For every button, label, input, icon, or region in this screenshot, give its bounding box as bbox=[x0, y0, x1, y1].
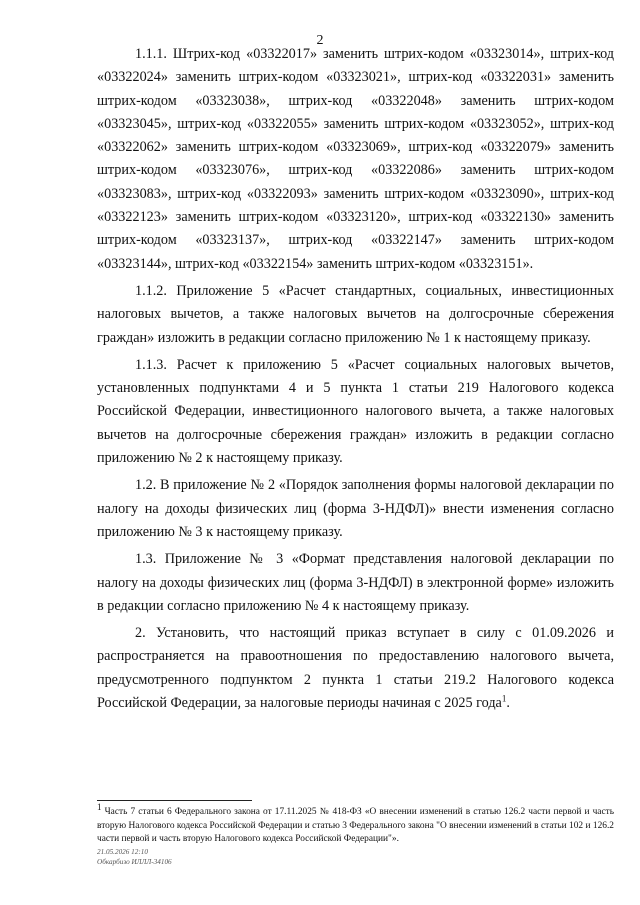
document-stamp bbox=[97, 848, 172, 867]
footnote bbox=[97, 801, 615, 847]
paragraph-2-tail: . bbox=[506, 695, 510, 712]
paragraph-1-1-1: 1.1.1. Штрих-код «03322017» заменить штрих-кодом «03323014», штрих-код «03322024» заменить штрих-кодом «03323021», штрих-код «03322031» заменить штрих-кодом «03323038», штрих-код «03322048» заменить штрих-кодом «03323045», штрих-код «03322055» заменить штрих-кодом «03323052», штрих-код «03322062» заменить штрих-кодом «03323069», штрих-код «03322079» заменить штрих-кодом «03323076», штрих-код «03322086» заменить штрих-кодом «03323083», штрих-код «03322093» заменить штрих-кодом «03323090», штрих-код «03322123» заменить штрих-кодом «03323120», штрих-код «03322130» заменить штрих-кодом «03323137», штрих-код «03322147» заменить штрих-кодом «03323144», штрих-код «03322154» заменить штрих-кодом «03323151». bbox=[97, 46, 614, 272]
footnote-marker: 1 bbox=[97, 801, 102, 812]
page-number: 2 bbox=[316, 33, 324, 48]
footnote-reference: 1 bbox=[501, 693, 507, 704]
paragraph-2-text: 2. Установить, что настоящий приказ вступает в силу с 01.09.2026 и распространяется на правоотношения по предоставлению налогового вычета, предусмотренного подпунктом 2 пункта 1 статьи 219.2 Налогового кодекса Российской Федерации, за налоговые периоды начиная с 2025 года bbox=[97, 625, 614, 712]
paragraph-1-1-3: 1.1.3. Расчет к приложению 5 «Расчет социальных налоговых вычетов, установленных подпунктами 4 и 5 пункта 1 статьи 219 Налогового кодекса Российской Федерации, инвестиционного налогового вычета, а также налоговых вычетов на долгосрочные сбережения граждан» изложить в редакции согласно приложению № 2 к настоящему приказу. bbox=[97, 356, 614, 467]
stamp-code: Обкарбизо ИЛЛЛ-34106 bbox=[97, 857, 172, 866]
paragraph-2 bbox=[97, 622, 614, 715]
stamp-datetime: 21.05.2026 12:10 bbox=[97, 848, 148, 856]
footnote-text: Часть 7 статьи 6 Федерального закона от 17.11.2025 № 418-ФЗ «О внесении изменений в статью 126.2 части первой и часть вторую Налогового кодекса Российской Федерации и статью 3 Федерального закона "О внесении изменений в статьи 102 и 126.2 части первой и часть вторую Налогового кодекса Российской Федерации"». bbox=[97, 807, 615, 845]
paragraph-1-2: 1.2. В приложение № 2 «Порядок заполнения формы налоговой декларации по налогу на доходы физических лиц (форма 3-НДФЛ)» внести изменения согласно приложению № 3 к настоящему приказу. bbox=[97, 477, 614, 540]
paragraph-1-1-2: 1.1.2. Приложение 5 «Расчет стандартных, социальных, инвестиционных налоговых вычетов, а также налоговых вычетов на долгосрочные сбережения граждан» изложить в редакции согласно приложению № 1 к настоящему приказу. bbox=[97, 282, 614, 346]
paragraph-1-3: 1.3. Приложение № 3 «Формат представления налоговой декларации по налогу на доходы физических лиц (форма 3-НДФЛ) в электронной форме» изложить в редакции согласно приложению № 4 к настоящему приказу. bbox=[97, 551, 614, 614]
document-body bbox=[97, 43, 614, 715]
footnote-divider bbox=[97, 800, 252, 801]
